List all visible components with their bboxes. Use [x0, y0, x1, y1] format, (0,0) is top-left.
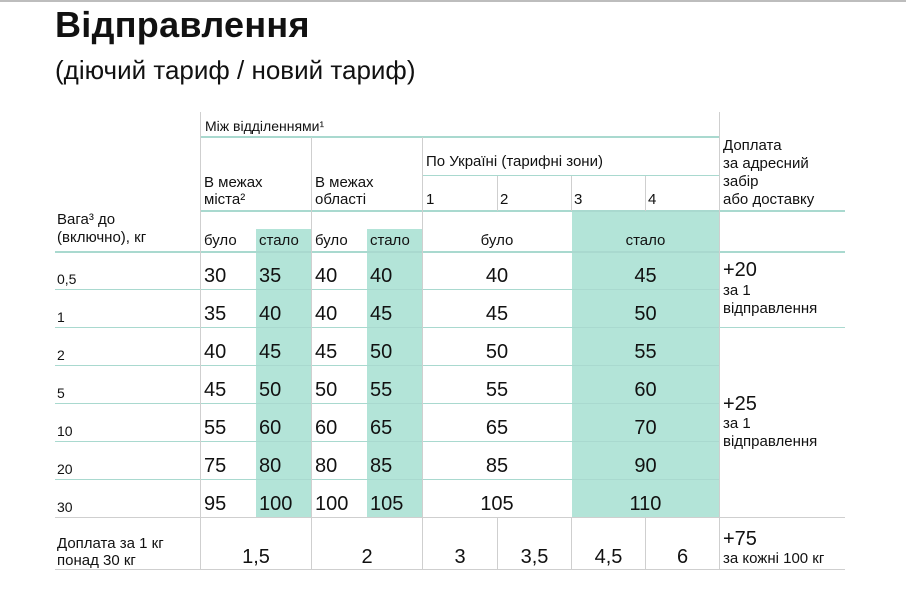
city-was-cell: 40 [204, 341, 227, 363]
extra-city-cell: 1,5 [242, 546, 270, 568]
header-surcharge-2: за адресний [723, 155, 809, 172]
extra-zone2-cell: 3,5 [520, 546, 549, 568]
region-was-cell: 40 [315, 303, 338, 325]
weight-cell: 1 [57, 309, 65, 325]
city-now-cell: 100 [259, 493, 293, 515]
page-subtitle: (діючий тариф / новий тариф) [55, 55, 416, 85]
vline-weight [200, 112, 201, 570]
city-now-cell: 35 [259, 265, 282, 287]
page-title: Відправлення [55, 4, 310, 45]
city-was-cell: 95 [204, 493, 227, 515]
row-line-4 [55, 403, 719, 404]
city-was-cell: 35 [204, 303, 227, 325]
ukraine-now-cell: 45 [634, 265, 657, 287]
city-now-cell: 50 [259, 379, 282, 401]
region-now-cell: 85 [370, 455, 393, 477]
region-now-cell: 65 [370, 417, 393, 439]
surcharge-text-1b: відправлення [723, 300, 818, 317]
header-within-city-2: міста² [204, 191, 246, 208]
header-surcharge-4: або доставку [723, 191, 815, 208]
surcharge-text-2b: відправлення [723, 433, 818, 450]
ukraine-now-cell: 50 [634, 303, 657, 325]
header-within-region-2: області [315, 191, 367, 208]
ukraine-now-cell: 55 [634, 341, 657, 363]
header-within-region-1: В межах [315, 174, 374, 191]
zone-2-label: 2 [500, 191, 509, 208]
extra-zone4-cell: 6 [676, 546, 689, 568]
ukraine-was-cell: 65 [485, 417, 509, 439]
vline-zone12 [497, 176, 498, 211]
surcharge-text-1a: за 1 [723, 282, 751, 299]
top-border [0, 0, 906, 2]
ukraine-now-cell: 110 [629, 493, 662, 515]
ukraine-now-cell: 90 [634, 455, 657, 477]
weight-cell: 30 [57, 499, 73, 515]
table-bottom-line [55, 569, 845, 570]
city-was-label: було [204, 232, 237, 249]
extra-zone3-cell: 4,5 [594, 546, 623, 568]
ukraine-was-cell: 105 [480, 493, 514, 515]
header-line-top [201, 136, 719, 138]
region-now-cell: 55 [370, 379, 393, 401]
region-now-cell: 45 [370, 303, 393, 325]
region-was-cell: 80 [315, 455, 338, 477]
region-now-label: стало [370, 232, 410, 249]
ukraine-was-label: було [480, 232, 514, 249]
ukraine-now-label: стало [625, 232, 666, 249]
city-now-cell: 80 [259, 455, 282, 477]
row-line-6 [55, 479, 719, 480]
extra-surcharge-amount: +75 [723, 528, 757, 550]
ukraine-was-cell: 85 [485, 455, 509, 477]
header-surcharge-3: забір [723, 173, 759, 190]
region-was-cell: 50 [315, 379, 338, 401]
header-ukraine-zones: По Україні (тарифні зони) [426, 153, 603, 170]
row-line-1 [55, 289, 719, 290]
city-was-cell: 75 [204, 455, 227, 477]
header-weight-1: Вага³ до [57, 211, 116, 228]
city-was-cell: 55 [204, 417, 227, 439]
vline-city-region [311, 137, 312, 570]
row-line-3 [55, 365, 719, 366]
ukraine-was-cell: 55 [485, 379, 509, 401]
extra-label-1: Доплата за 1 кг [57, 535, 164, 552]
ukraine-was-cell: 45 [485, 303, 509, 325]
zone-3-label: 3 [574, 191, 583, 208]
header-surcharge-1: Доплата [723, 137, 782, 154]
row-line-7 [55, 517, 845, 518]
city-was-cell: 30 [204, 265, 227, 287]
header-between-branches: Між відділеннями¹ [205, 118, 325, 134]
region-was-cell: 60 [315, 417, 338, 439]
header-weight-2: (включно), кг [57, 229, 147, 246]
city-now-cell: 60 [259, 417, 282, 439]
vline-surcharge [719, 112, 720, 570]
ukraine-now-cell: 60 [634, 379, 657, 401]
region-now-cell: 50 [370, 341, 393, 363]
region-was-cell: 100 [315, 493, 349, 515]
weight-cell: 10 [57, 423, 73, 439]
header-within-city-1: В межах [204, 174, 263, 191]
city-was-cell: 45 [204, 379, 227, 401]
header-line-columns [201, 210, 845, 212]
weight-cell: 20 [57, 461, 73, 477]
surcharge-amount-2: +25 [723, 393, 757, 415]
city-now-label: стало [259, 232, 299, 249]
vline-zone23 [571, 176, 572, 211]
zone-1-label: 1 [426, 191, 435, 208]
weight-cell: 2 [57, 347, 65, 363]
extra-region-cell: 2 [361, 546, 373, 568]
header-line-subheads [55, 251, 845, 253]
city-now-cell: 40 [259, 303, 282, 325]
region-was-label: було [315, 232, 348, 249]
region-now-cell: 105 [370, 493, 404, 515]
ukraine-was-cell: 50 [485, 341, 509, 363]
weight-cell: 0,5 [57, 271, 77, 287]
vline-zone34 [645, 176, 646, 211]
zone-4-label: 4 [648, 191, 657, 208]
region-was-cell: 40 [315, 265, 338, 287]
region-was-cell: 45 [315, 341, 338, 363]
extra-zone1-cell: 3 [454, 546, 466, 568]
ukraine-now-cell: 70 [634, 417, 657, 439]
extra-surcharge-text: за кожні 100 кг [723, 550, 825, 567]
row-line-2 [55, 327, 845, 328]
weight-cell: 5 [57, 385, 65, 401]
region-now-cell: 40 [370, 265, 393, 287]
surcharge-amount-1: +20 [723, 259, 757, 281]
row-line-5 [55, 441, 719, 442]
surcharge-text-2a: за 1 [723, 415, 751, 432]
extra-label-2: понад 30 кг [57, 552, 136, 569]
ukraine-was-cell: 40 [485, 265, 509, 287]
city-now-cell: 45 [259, 341, 282, 363]
